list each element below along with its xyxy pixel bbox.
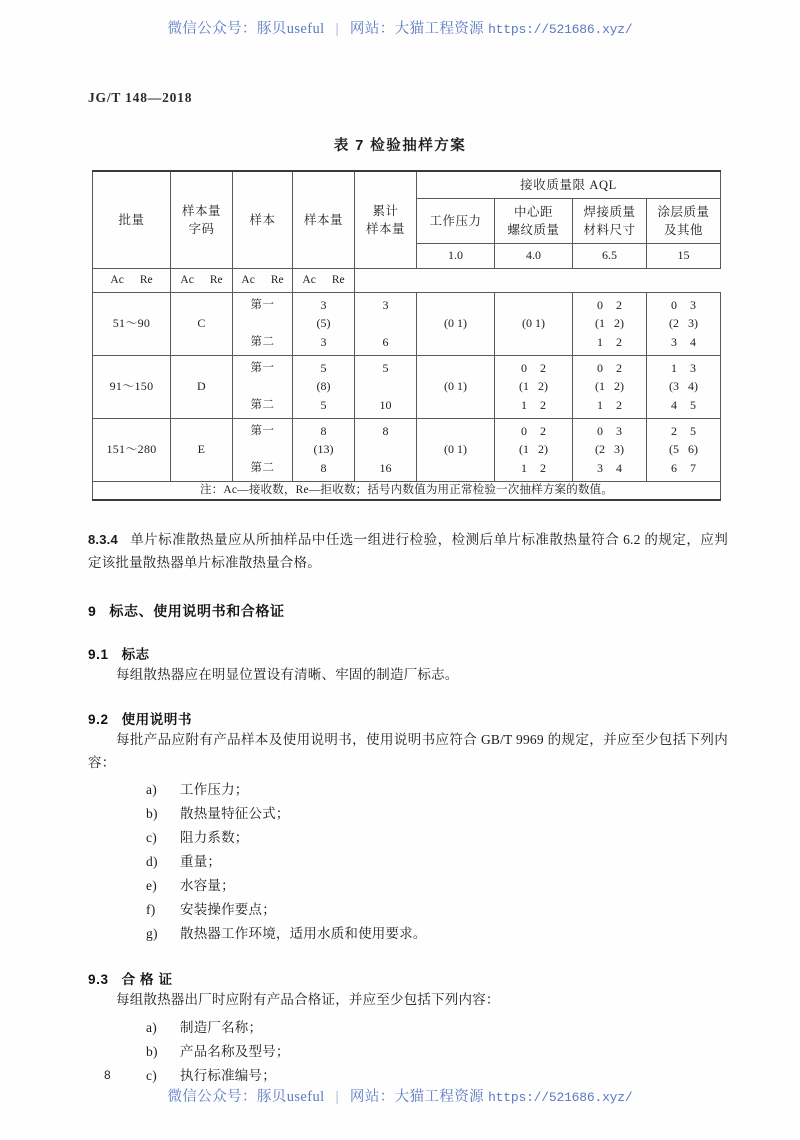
aql-0-3-bot-ac: 3 (671, 334, 678, 349)
section-9-3-list (88, 1016, 728, 1088)
clause-8-3-4-number: 8.3.4 (88, 532, 118, 547)
aql-1-1-bot-re: 2 (540, 397, 546, 412)
list-item (146, 1016, 728, 1040)
aql-0-2-mid-re: 2) (614, 316, 624, 331)
cell-cumulative-1 (355, 356, 417, 419)
list-item-marker: c) (146, 1067, 157, 1083)
aql-1-3-top-ac: 1 (671, 361, 678, 375)
watermark-site-label: 网站：大猫工程资源 (349, 21, 485, 37)
aql-2-2-bot-ac: 3 (597, 460, 603, 475)
th-acre-2 (233, 269, 293, 293)
th-code-line1: 样本量 (181, 203, 221, 218)
aql-2-1-top-re: 2 (540, 424, 546, 438)
cell-aql-0-2 (573, 293, 647, 356)
th-aql-col-2 (573, 199, 647, 244)
list-item-marker: g) (146, 926, 158, 942)
th-lot: 批量 (93, 171, 171, 269)
cell-aql-1-0: (0 1) (417, 356, 495, 419)
aql-2-2-mid-re: 3) (614, 442, 624, 457)
aql-0-2-bot-ac: 1 (597, 334, 603, 349)
watermark-footer (0, 1085, 800, 1106)
list-item-text: 重量； (180, 854, 222, 870)
section-9-3-number: 9.3 (88, 972, 109, 988)
cell-cumulative-0-a: 3 (382, 298, 389, 312)
aql-2-3-mid-re: 6) (688, 442, 699, 457)
th-cumulative-line1: 累计 (372, 203, 399, 218)
th-code-line2: 字码 (188, 222, 215, 236)
cell-stage-first-1: 第一 (250, 362, 275, 374)
cell-code-2: E (171, 419, 233, 482)
aql-0-2-top-re: 2 (616, 298, 622, 312)
list-item-text: 散热器工作环境，适用水质和使用要求。 (180, 926, 427, 942)
watermark-header (0, 17, 800, 38)
cell-code-0: C (171, 293, 233, 356)
document-body (88, 528, 728, 1088)
aql-1-1-mid-ac: (1 (519, 379, 529, 394)
th-cumulative (355, 171, 417, 269)
cell-aql-1-1 (495, 356, 573, 419)
section-9-3-heading (88, 968, 728, 988)
list-item-text: 产品名称及型号； (180, 1043, 290, 1059)
list-item-text: 散热量特征公式； (180, 806, 290, 822)
list-item-marker: d) (146, 854, 158, 870)
cell-stage-second-0: 第二 (250, 336, 275, 349)
cell-aql-2-3 (647, 419, 721, 482)
th-aql-col-3-line1: 涂层质量 (657, 204, 710, 219)
standard-number: JG/T 148—2018 (88, 90, 193, 105)
th-aql-col-1 (495, 199, 573, 244)
aql-1-3-mid-re: 4) (688, 379, 699, 394)
aql-0-2-bot-re: 2 (616, 334, 622, 349)
cell-cumulative-1-a: 5 (382, 361, 389, 375)
list-item-text: 制造厂名称； (180, 1019, 263, 1035)
table-note: 注：Ac—接收数，Re—拒收数；括号内数值为用正常检验一次抽样方案的数值。 (93, 482, 721, 500)
cell-stage-1 (233, 356, 293, 419)
th-sample: 样本 (233, 171, 293, 269)
cell-cumulative-2 (355, 419, 417, 482)
section-9-3-title: 合 格 证 (121, 972, 173, 988)
table-header-row-1 (93, 171, 721, 199)
aql-1-2-mid-re: 2) (614, 379, 624, 394)
th-re-0: Re (139, 274, 153, 287)
aql-0-3-bot-re: 4 (690, 334, 697, 349)
list-item-text: 水容量； (180, 878, 235, 894)
aql-2-1-bot-re: 2 (540, 460, 546, 475)
section-9-title: 标志、使用说明书和合格证 (109, 602, 285, 619)
cell-lot-1: 91～150 (93, 356, 171, 419)
th-ac-0: Ac (110, 274, 124, 287)
aql-2-1-mid-ac: (1 (519, 442, 529, 457)
list-item (146, 826, 728, 850)
cell-sample-size-0 (293, 293, 355, 356)
th-aql-col-3 (647, 199, 721, 244)
aql-2-2-mid-ac: (2 (595, 442, 605, 457)
aql-1-2-bot-re: 2 (616, 397, 622, 412)
th-aql-col-2-line2: 材料尺寸 (583, 223, 636, 237)
cell-sample-size-2-b: (13) (313, 442, 334, 457)
th-re-1: Re (209, 274, 223, 287)
cell-stage-second-2: 第二 (250, 462, 275, 475)
aql-2-1-mid-re: 2) (538, 442, 548, 457)
cell-aql-1-2 (573, 356, 647, 419)
aql-1-1-top-re: 2 (540, 361, 546, 375)
aql-2-3-bot-re: 7 (690, 460, 697, 475)
cell-cumulative-0-c: 6 (382, 334, 389, 349)
cell-lot-0: 51～90 (93, 293, 171, 356)
aql-2-2-top-re: 3 (616, 424, 622, 438)
clause-8-3-4-text: 单片标准散热量应从所抽样品中任选一组进行检验，检测后单片标准散热量符合 6.2 的规定，应判定该批量散热器单片标准散热量合格。 (88, 532, 728, 571)
list-item (146, 922, 728, 946)
aql-1-2-bot-ac: 1 (597, 397, 603, 412)
th-acre-3 (293, 269, 355, 293)
aql-1-1-bot-ac: 1 (521, 397, 527, 412)
cell-cumulative-2-c: 16 (379, 460, 392, 475)
aql-2-3-mid-ac: (5 (669, 442, 680, 457)
th-ac-1: Ac (180, 274, 194, 287)
list-item (146, 802, 728, 826)
list-item (146, 850, 728, 874)
list-item-marker: b) (146, 806, 158, 822)
list-item-text: 阻力系数； (180, 830, 249, 846)
th-aql-col-0-line1: 工作压力 (429, 213, 482, 228)
cell-stage-first-2: 第一 (250, 425, 275, 437)
th-aql-value-3: 15 (647, 244, 721, 269)
th-sample-size: 样本量 (293, 171, 355, 269)
th-aql-col-3-line2: 及其他 (664, 223, 704, 237)
th-acre-1 (171, 269, 233, 293)
section-9-2-list (88, 778, 728, 946)
aql-1-1-top-ac: 0 (521, 361, 527, 375)
page-number: 8 (104, 1068, 111, 1082)
list-item-marker: c) (146, 830, 157, 846)
section-9-heading (88, 601, 728, 621)
list-item (146, 778, 728, 802)
cell-aql-2-2 (573, 419, 647, 482)
section-9-1-title: 标志 (121, 646, 150, 662)
list-item-text: 执行标准编号； (180, 1067, 276, 1083)
cell-aql-0-3 (647, 293, 721, 356)
cell-cumulative-2-a: 8 (382, 424, 389, 438)
cell-aql-0-0: (0 1) (417, 293, 495, 356)
cell-sample-size-0-c: 3 (320, 334, 327, 349)
list-item-text: 工作压力； (180, 782, 249, 798)
th-code (171, 171, 233, 269)
aql-2-3-top-re: 5 (690, 424, 697, 438)
section-9-number: 9 (88, 602, 97, 619)
th-aql-value-0: 1.0 (417, 244, 495, 269)
table-title: 表 7 检验抽样方案 (333, 138, 467, 154)
th-aql-col-2-line1: 焊接质量 (583, 204, 636, 219)
th-aql-col-1-line1: 中心距 (513, 204, 553, 219)
cell-lot-2: 151～280 (93, 419, 171, 482)
cell-sample-size-2-c: 8 (320, 460, 327, 475)
cell-stage-second-1: 第二 (250, 399, 275, 412)
section-9-1-text: 每组散热器应在明显位置设有清晰、牢固的制造厂标志。 (116, 666, 459, 682)
watermark-wechat-label: 微信公众号：豚贝useful (167, 1089, 325, 1105)
aql-0-3-mid-re: 3) (688, 316, 699, 331)
cell-sample-size-1-c: 5 (320, 397, 327, 412)
table-header-row-4 (93, 269, 721, 293)
cell-cumulative-0 (355, 293, 417, 356)
list-item-marker: a) (146, 1019, 157, 1035)
section-9-2-title: 使用说明书 (121, 711, 193, 727)
cell-sample-size-2 (293, 419, 355, 482)
th-aql-group: 接收质量限 AQL (417, 171, 721, 199)
cell-aql-1-3 (647, 356, 721, 419)
cell-sample-size-0-b: (5) (316, 316, 331, 331)
th-aql-col-1-line2: 螺纹质量 (507, 223, 560, 237)
aql-0-2-mid-ac: (1 (595, 316, 605, 331)
cell-cumulative-1-c: 10 (379, 397, 392, 412)
aql-1-3-top-re: 3 (690, 361, 697, 375)
cell-stage-0 (233, 293, 293, 356)
aql-2-3-bot-ac: 6 (671, 460, 678, 475)
aql-1-3-bot-ac: 4 (671, 397, 678, 412)
cell-sample-size-2-a: 8 (320, 424, 327, 438)
aql-0-2-top-ac: 0 (597, 298, 603, 312)
aql-0-3-top-ac: 0 (671, 298, 678, 312)
cell-cumulative-2-b (355, 441, 416, 458)
th-cumulative-line2: 样本量 (365, 222, 405, 236)
cell-sample-size-1-a: 5 (320, 361, 327, 375)
aql-1-3-bot-re: 5 (690, 397, 697, 412)
cell-cumulative-1-b (355, 378, 416, 395)
cell-cumulative-0-b (355, 315, 416, 332)
aql-2-1-top-ac: 0 (521, 424, 527, 438)
section-9-1-number: 9.1 (88, 646, 109, 662)
list-item (146, 898, 728, 922)
th-re-3: Re (331, 274, 345, 287)
th-ac-3: Ac (302, 274, 316, 287)
cell-aql-0-1: (0 1) (495, 293, 573, 356)
th-re-2: Re (270, 274, 284, 287)
watermark-url: https://521686.xyz/ (488, 22, 633, 37)
th-ac-2: Ac (241, 274, 255, 287)
aql-2-2-bot-re: 4 (616, 460, 622, 475)
cell-code-1: D (171, 356, 233, 419)
watermark-separator: | (335, 21, 339, 37)
aql-1-2-mid-ac: (1 (595, 379, 605, 394)
section-9-2-text: 每批产品应附有产品样本及使用说明书，使用说明书应符合 GB/T 9969 的规定，并应至少包括下列内容： (88, 731, 728, 771)
watermark-url: https://521686.xyz/ (488, 1090, 633, 1105)
sampling-table-wrapper (92, 170, 720, 501)
section-9-2-number: 9.2 (88, 711, 109, 727)
aql-2-3-top-ac: 2 (671, 424, 678, 438)
list-item (146, 1064, 728, 1088)
cell-aql-2-1 (495, 419, 573, 482)
section-9-1-heading (88, 643, 728, 663)
table-row (93, 419, 721, 482)
aql-1-1-mid-re: 2) (538, 379, 548, 394)
list-item-marker: b) (146, 1043, 158, 1059)
list-item-marker: a) (146, 782, 157, 798)
section-9-3-text: 每组散热器出厂时应附有产品合格证，并应至少包括下列内容： (116, 992, 500, 1008)
cell-aql-2-0: (0 1) (417, 419, 495, 482)
aql-2-1-bot-ac: 1 (521, 460, 527, 475)
cell-stage-2 (233, 419, 293, 482)
watermark-separator: | (335, 1089, 339, 1105)
list-item (146, 874, 728, 898)
table-note-row (93, 482, 721, 500)
watermark-wechat-label: 微信公众号：豚贝useful (167, 21, 325, 37)
table-row (93, 293, 721, 356)
list-item-marker: f) (146, 902, 156, 918)
cell-sample-size-0-a: 3 (320, 298, 327, 312)
watermark-site-label: 网站：大猫工程资源 (349, 1089, 485, 1105)
cell-sample-size-1 (293, 356, 355, 419)
aql-1-3-mid-ac: (3 (669, 379, 680, 394)
aql-0-3-top-re: 3 (690, 298, 697, 312)
th-acre-0 (93, 269, 171, 293)
aql-0-3-mid-ac: (2 (669, 316, 680, 331)
th-aql-value-2: 6.5 (573, 244, 647, 269)
clause-8-3-4 (88, 528, 728, 575)
list-item-text: 安装操作要点； (180, 902, 276, 918)
list-item-marker: e) (146, 878, 157, 894)
th-aql-col-0 (417, 199, 495, 244)
section-9-2-heading (88, 708, 728, 728)
list-item (146, 1040, 728, 1064)
cell-sample-size-1-b: (8) (316, 379, 331, 394)
sampling-table (92, 170, 721, 501)
aql-1-2-top-ac: 0 (597, 361, 603, 375)
aql-1-2-top-re: 2 (616, 361, 622, 375)
cell-stage-first-0: 第一 (250, 299, 275, 311)
aql-2-2-top-ac: 0 (597, 424, 603, 438)
table-row (93, 356, 721, 419)
th-aql-value-1: 4.0 (495, 244, 573, 269)
